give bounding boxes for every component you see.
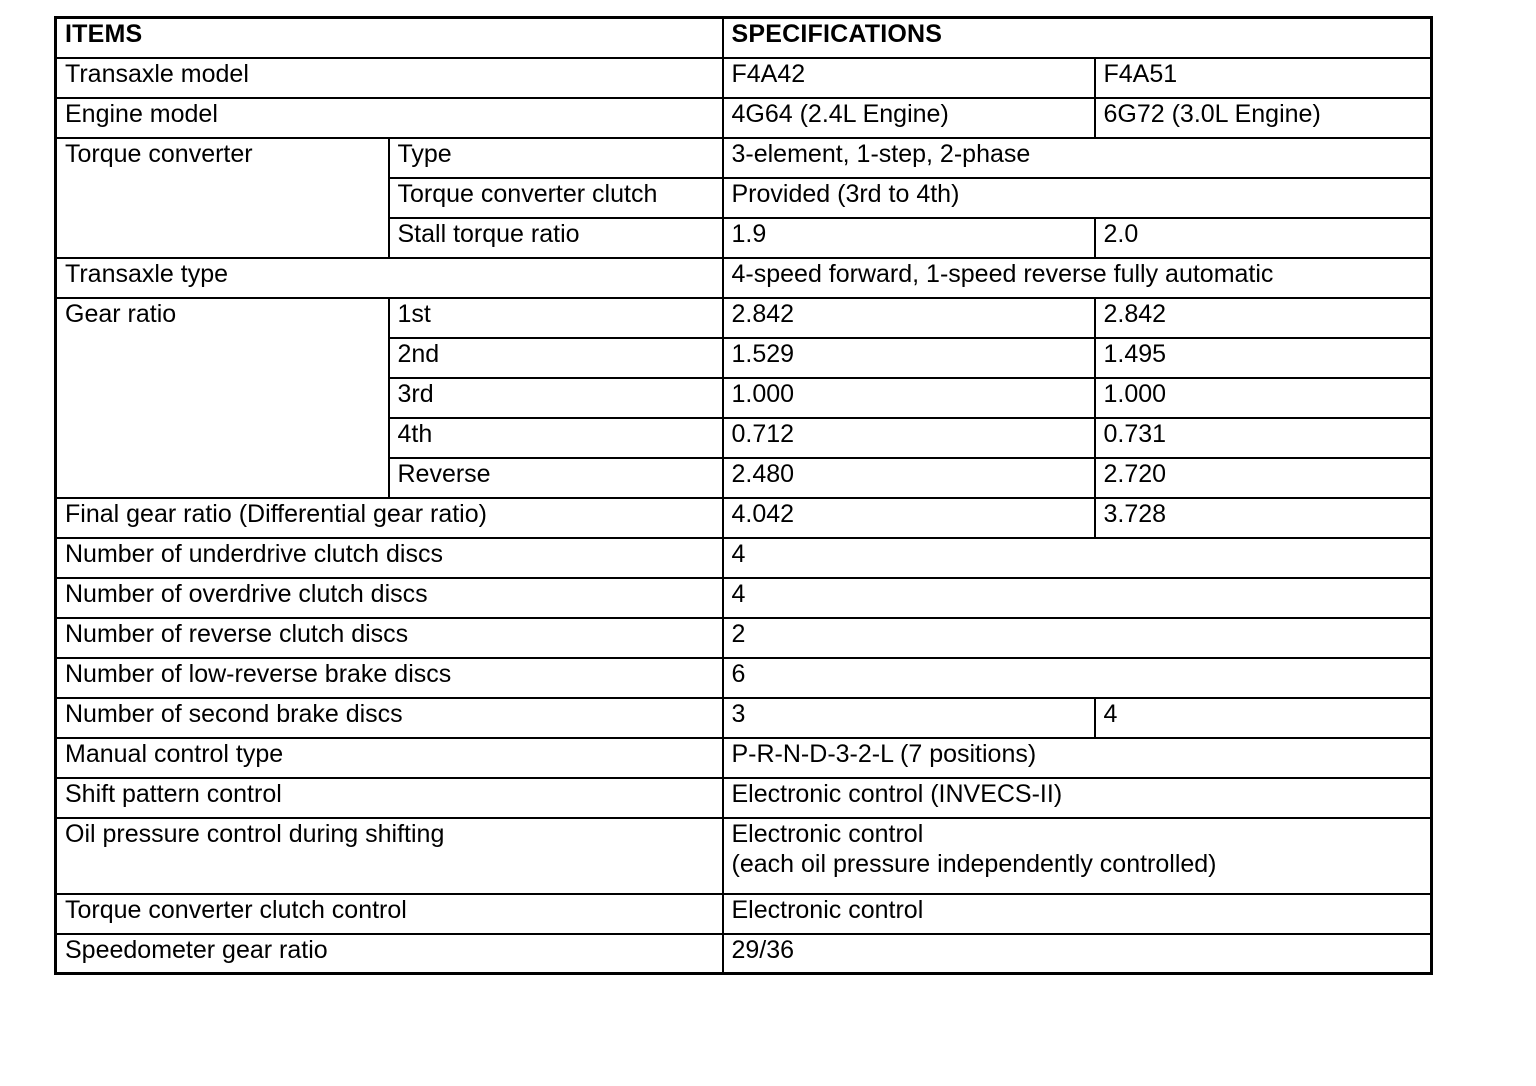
cell-value-a: 3 <box>723 698 1095 738</box>
cell-value-b: 3.728 <box>1095 498 1432 538</box>
row-label: Shift pattern control <box>56 778 723 818</box>
cell-line-1: Electronic control <box>731 819 924 848</box>
cell-value: 2 <box>723 618 1432 658</box>
cell-value: 3-element, 1-step, 2-phase <box>723 138 1432 178</box>
group-label: Gear ratio <box>56 298 389 498</box>
cell-value-b: 2.842 <box>1095 298 1432 338</box>
row-label: Oil pressure control during shifting <box>56 818 723 894</box>
table-row <box>56 578 1432 618</box>
cell-value-b: 2.720 <box>1095 458 1432 498</box>
cell-value: 29/36 <box>723 934 1432 974</box>
sub-label: Type <box>389 138 723 178</box>
cell-value-b: 1.000 <box>1095 378 1432 418</box>
cell-value: 4-speed forward, 1-speed reverse fully automatic <box>723 258 1432 298</box>
cell-value: Electronic control <box>723 894 1432 934</box>
row-label: Transaxle model <box>56 58 723 98</box>
cell-f4a42: F4A42 <box>723 58 1095 98</box>
header-row <box>56 18 1432 58</box>
sub-label: 3rd <box>389 378 723 418</box>
cell-value-b: 4 <box>1095 698 1432 738</box>
table-row <box>56 298 1432 338</box>
table-row <box>56 658 1432 698</box>
items-header: ITEMS <box>56 18 723 58</box>
row-label: Speedometer gear ratio <box>56 934 723 974</box>
cell-value: 4 <box>723 578 1432 618</box>
cell-value-a: 1.000 <box>723 378 1095 418</box>
sub-label: 1st <box>389 298 723 338</box>
table-row <box>56 498 1432 538</box>
row-label: Number of low-reverse brake discs <box>56 658 723 698</box>
sub-label: 2nd <box>389 338 723 378</box>
cell-value-a: 2.842 <box>723 298 1095 338</box>
row-label: Transaxle type <box>56 258 723 298</box>
specifications-header: SPECIFICATIONS <box>723 18 1432 58</box>
table-row <box>56 698 1432 738</box>
row-label: Number of overdrive clutch discs <box>56 578 723 618</box>
cell-value-a: 1.529 <box>723 338 1095 378</box>
table-row <box>56 538 1432 578</box>
table-row <box>56 258 1432 298</box>
sub-label: Reverse <box>389 458 723 498</box>
cell-value-a: 2.480 <box>723 458 1095 498</box>
sub-label: Stall torque ratio <box>389 218 723 258</box>
table-row <box>56 934 1432 974</box>
specifications-table <box>54 16 1433 975</box>
cell-line-2: (each oil pressure independently controlled) <box>731 849 1217 878</box>
table-row <box>56 138 1432 178</box>
row-label: Manual control type <box>56 738 723 778</box>
row-label: Torque converter clutch control <box>56 894 723 934</box>
cell-value-b: 6G72 (3.0L Engine) <box>1095 98 1432 138</box>
sub-label: Torque converter clutch <box>389 178 723 218</box>
row-label: Final gear ratio (Differential gear ratio) <box>56 498 723 538</box>
cell-value: P-R-N-D-3-2-L (7 positions) <box>723 738 1432 778</box>
cell-value-a: 0.712 <box>723 418 1095 458</box>
table-row <box>56 818 1432 894</box>
cell-value: 6 <box>723 658 1432 698</box>
cell-value-a: 4G64 (2.4L Engine) <box>723 98 1095 138</box>
cell-value-a: 1.9 <box>723 218 1095 258</box>
group-label: Torque converter <box>56 138 389 258</box>
table-row <box>56 894 1432 934</box>
sub-label: 4th <box>389 418 723 458</box>
cell-value-b: 1.495 <box>1095 338 1432 378</box>
table-row <box>56 618 1432 658</box>
row-label: Number of reverse clutch discs <box>56 618 723 658</box>
table-row <box>56 58 1432 98</box>
cell-value: Provided (3rd to 4th) <box>723 178 1432 218</box>
table-row <box>56 738 1432 778</box>
row-label: Number of second brake discs <box>56 698 723 738</box>
cell-value-b: 2.0 <box>1095 218 1432 258</box>
table-row <box>56 778 1432 818</box>
cell-value-b: 0.731 <box>1095 418 1432 458</box>
cell-value-multiline <box>723 818 1432 894</box>
table-row <box>56 98 1432 138</box>
row-label: Number of underdrive clutch discs <box>56 538 723 578</box>
cell-value-a: 4.042 <box>723 498 1095 538</box>
row-label: Engine model <box>56 98 723 138</box>
cell-value: 4 <box>723 538 1432 578</box>
cell-f4a51: F4A51 <box>1095 58 1432 98</box>
cell-value: Electronic control (INVECS-II) <box>723 778 1432 818</box>
